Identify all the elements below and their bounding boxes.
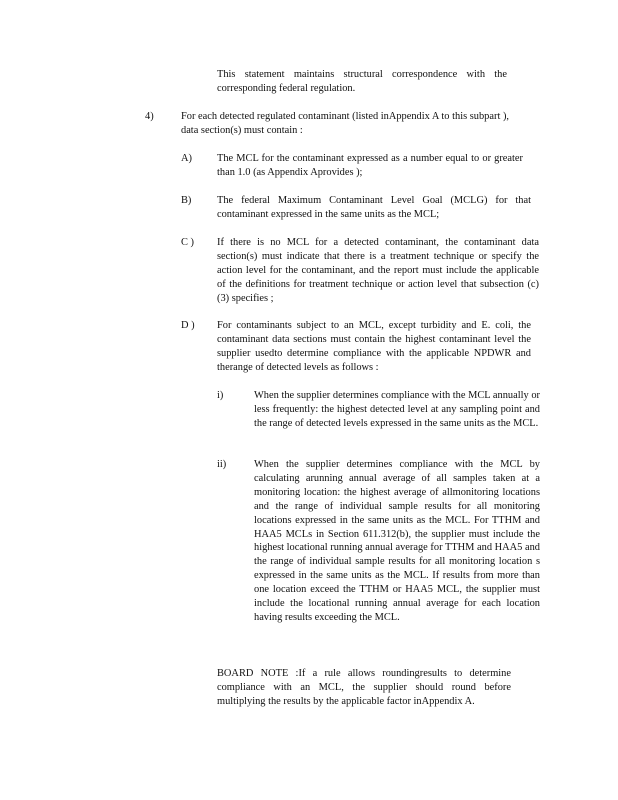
- sub-c-label: C ): [181, 237, 194, 248]
- sub-d-label: D ): [181, 320, 195, 331]
- item-4-text: For each detected regulated contaminant (listed inAppendix A to this subpart ), data section(s) must contain :: [181, 111, 509, 136]
- sub-a-label: A): [181, 153, 192, 164]
- sub-d-text: For contaminants subject to an MCL, except turbidity and E. coli, the contaminant data sections must contain the highest contaminant level the supplier usedto determine compliance with the applicable NPDWR and therange of detected levels as follows :: [217, 320, 531, 373]
- item-4-label: 4): [145, 111, 154, 122]
- sub-b-text: The federal Maximum Contaminant Level Goal (MCLG) for that contaminant expressed in the same units as the MCL;: [217, 195, 531, 220]
- sub-d-i-text: When the supplier determines compliance with the MCL annually or less frequently: the highest detected level at any sampling point and the range of detected levels expressed in the same units as the MCL.: [254, 390, 540, 429]
- sub-c-text: If there is no MCL for a detected contaminant, the contaminant data section(s) must indicate that there is a treatment technique or specify the action level for the contaminant, and the report must include the applicable of the definitions for treatment technique or action level that subsection (c)(3) specifies ;: [217, 237, 539, 304]
- sub-a-text: The MCL for the contaminant expressed as a number equal to or greater than 1.0 (as Appendix Aprovides );: [217, 153, 523, 178]
- sub-d-i-label: i): [217, 390, 224, 401]
- board-note: BOARD NOTE :If a rule allows roundingresults to determine compliance with an MCL, the supplier should round before multiplying the results by the applicable factor inAppendix A.: [217, 668, 511, 707]
- intro-paragraph: This statement maintains structural correspondence with the corresponding federal regulation.: [217, 69, 507, 94]
- sub-d-ii-text: When the supplier determines compliance with the MCL by calculating arunning annual average of all samples taken at a monitoring location: the highest average of allmonitoring locations and the range of individual sample results for all monitoring locations expressed in the same units as the MCL. For TTHM and HAA5 MCLs in Section 611.312(b), the supplier must include the highest locational running annual average for TTHM and HAA5 and the range of individual sample results for all monitoring location s expressed in the same units as the MCL. If results from more than one location exceed the TTHM or HAA5 MCL, the supplier must include the locational running annual average for each location having results exceeding the MCL.: [254, 459, 540, 623]
- sub-b-label: B): [181, 195, 192, 206]
- sub-d-ii-label: ii): [217, 459, 227, 470]
